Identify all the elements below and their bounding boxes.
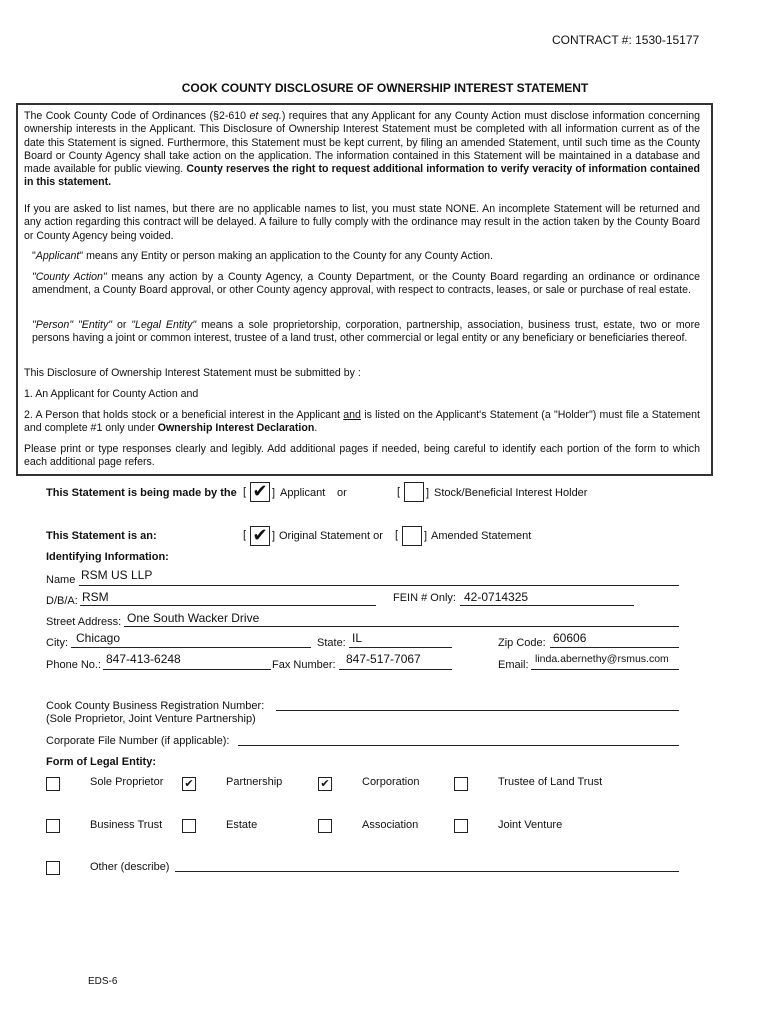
association-checkbox[interactable] [318, 819, 332, 833]
partnership-checkbox[interactable] [182, 777, 196, 791]
contract-number: CONTRACT #: 1530-15177 [552, 33, 700, 47]
bracket-left: [ [243, 529, 247, 541]
phone-label: Phone No.: [46, 659, 102, 671]
bracket-left: [ [243, 486, 247, 498]
registration-line[interactable] [276, 710, 679, 711]
fein-line [460, 605, 634, 606]
state-field[interactable]: IL [352, 631, 363, 645]
dba-field[interactable]: RSM [82, 590, 109, 604]
city-label: City: [46, 637, 68, 649]
street-field[interactable]: One South Wacker Drive [127, 611, 260, 625]
zip-label: Zip Code: [498, 637, 546, 649]
bracket-left: [ [395, 529, 399, 541]
stock-holder-label: Stock/Beneficial Interest Holder [434, 487, 588, 499]
city-field[interactable]: Chicago [76, 631, 121, 645]
joint-venture-checkbox[interactable] [454, 819, 468, 833]
estate-checkbox[interactable] [182, 819, 196, 833]
city-line [71, 647, 311, 648]
bracket-left: [ [397, 486, 401, 498]
sole-proprietor-checkbox[interactable] [46, 777, 60, 791]
corporation-checkbox[interactable] [318, 777, 332, 791]
association-label: Association [362, 819, 419, 831]
state-label: State: [317, 637, 346, 649]
dba-label: D/B/A: [46, 595, 78, 607]
original-statement-label: Original Statement or [279, 530, 383, 542]
sole-proprietor-label: Sole Proprietor [90, 776, 164, 788]
name-label: Name [46, 574, 76, 586]
trustee-label: Trustee of Land Trust [498, 776, 603, 788]
corp-file-label: Corporate File Number (if applicable): [46, 735, 230, 747]
stock-holder-checkbox[interactable] [404, 482, 424, 502]
form-code: EDS-6 [88, 976, 118, 987]
applicant-definition: "Applicant" means any Entity or person making an application to the County for any County Action. [32, 250, 493, 262]
person-entity-definition: "Person" "Entity" or "Legal Entity" means a sole proprietorship, corporation, partnership, association, business trust, estate, two or more persons having a joint or common interest, trustee of a land trust, other commercial or legal entity or any beneficiary or beneficiaries thereof. [32, 319, 700, 345]
state-line [349, 647, 452, 648]
intro-paragraph-2: If you are asked to list names, but there are no applicable names to list, you must state NONE. An incomplete Statement will be returned and any action regarding this contract will be delayed. A failure to fully comply with the ordinance may result in the action taken by the County Board or County Agency being voided. [24, 203, 700, 242]
street-label: Street Address: [46, 616, 122, 628]
check-icon: ✔ [252, 481, 268, 502]
check-icon: ✔ [320, 777, 330, 790]
corporation-label: Corporation [362, 776, 420, 788]
email-line [531, 669, 679, 670]
dba-line [80, 605, 376, 606]
business-trust-checkbox[interactable] [46, 819, 60, 833]
fein-label: FEIN # Only: [393, 592, 456, 604]
other-checkbox[interactable] [46, 861, 60, 875]
registration-label: Cook County Business Registration Number: [46, 700, 265, 712]
other-line[interactable] [175, 871, 679, 872]
amended-statement-checkbox[interactable] [402, 526, 422, 546]
phone-field[interactable]: 847-413-6248 [106, 652, 181, 666]
applicant-checkbox[interactable] [250, 482, 270, 502]
made-by-label: This Statement is being made by the [46, 487, 237, 499]
phone-line [103, 669, 271, 670]
submitted-by-text: This Disclosure of Ownership Interest Statement must be submitted by : [24, 367, 361, 379]
bracket-right: ] [424, 530, 428, 542]
applicant-label: Applicant [280, 487, 326, 499]
estate-label: Estate [226, 819, 258, 831]
joint-venture-label: Joint Venture [498, 819, 563, 831]
amended-statement-label: Amended Statement [431, 530, 532, 542]
statement-is-label: This Statement is an: [46, 530, 157, 542]
street-line [124, 626, 679, 627]
corp-file-line[interactable] [238, 745, 679, 746]
zip-line [550, 647, 679, 648]
check-icon: ✔ [252, 525, 268, 546]
fein-field[interactable]: 42-0714325 [464, 590, 529, 604]
other-label: Other (describe) [90, 861, 170, 873]
county-action-definition: "County Action" means any action by a County Agency, a County Department, or the County Board regarding an ordinance or ordinance amendment, a County Board approval, or other County agency approval, with respect to contracts, leases, or sale or purchase of real estate. [32, 271, 700, 297]
fax-line [339, 669, 452, 670]
fax-label: Fax Number: [272, 659, 336, 671]
submitted-item-2: 2. A Person that holds stock or a beneficial interest in the Applicant and is listed on the Applicant's Statement (a "Holder") must file a Statement and complete #1 only under Ownership Interest Declaration. [24, 409, 700, 435]
legal-entity-heading: Form of Legal Entity: [46, 756, 156, 768]
partnership-label: Partnership [226, 776, 283, 788]
email-field[interactable]: linda.abernethy@rsmus.com [535, 653, 669, 665]
or-label: or [337, 487, 347, 499]
bracket-right: ] [272, 487, 276, 499]
page-title: COOK COUNTY DISCLOSURE OF OWNERSHIP INTEREST STATEMENT [181, 81, 589, 95]
bracket-right: ] [272, 530, 276, 542]
bracket-right: ] [426, 487, 430, 499]
fax-field[interactable]: 847-517-7067 [346, 652, 421, 666]
name-field[interactable]: RSM US LLP [81, 568, 153, 582]
identifying-heading: Identifying Information: [46, 551, 169, 563]
name-line [79, 585, 679, 586]
print-instructions: Please print or type responses clearly and legibly. Add additional pages if needed, being careful to identify each portion of the form to which each additional page refers. [24, 443, 700, 469]
trustee-checkbox[interactable] [454, 777, 468, 791]
check-icon: ✔ [184, 777, 194, 790]
submitted-item-1: 1. An Applicant for County Action and [24, 388, 199, 400]
business-trust-label: Business Trust [90, 819, 163, 831]
zip-field[interactable]: 60606 [553, 631, 587, 645]
registration-sub-label: (Sole Proprietor, Joint Venture Partnership) [46, 713, 256, 725]
email-label: Email: [498, 659, 529, 671]
original-statement-checkbox[interactable] [250, 526, 270, 546]
intro-paragraph-1: The Cook County Code of Ordinances (§2-610 et seq.) requires that any Applicant for any County Action must disclose information concerning ownership interests in the Applicant. This Disclosure of Ownership Interest Statement must be completed with all information current as of the date this Statement is signed. Furthermore, this Statement must be kept current, by filing an amended Statement, until such time as the County Board or County Agency shall take action on the application. The information contained in this Statement will be maintained in a database and made available for public viewing. County reserves the right to request additional information to verify veracity of information contained in this statement. [24, 110, 700, 189]
